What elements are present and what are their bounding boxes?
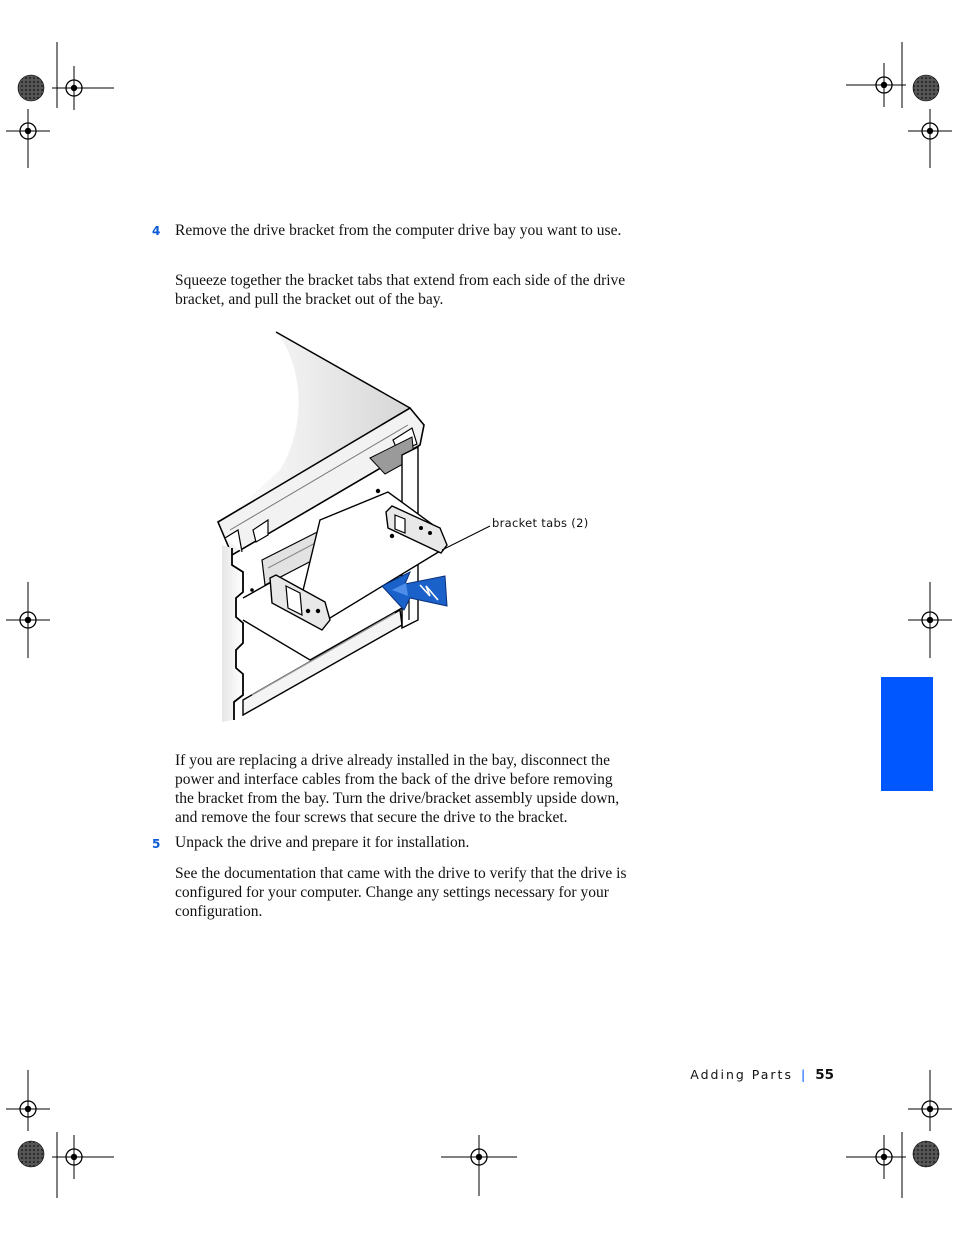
page-footer xyxy=(690,1067,834,1083)
footer-separator: | xyxy=(800,1067,806,1082)
step-5-text: Unpack the drive and prepare it for installation. xyxy=(175,834,470,851)
step-number-5: 5 xyxy=(152,837,161,851)
chapter-tab xyxy=(881,677,933,791)
step-5-detail: See the documentation that came with the drive to verify that the drive is configured for your computer. Change any settings necessary for your configuration. xyxy=(175,865,627,920)
step-number-4: 4 xyxy=(152,224,161,238)
step-4-detail: Squeeze together the bracket tabs that extend from each side of the drive bracket, and pull the bracket out of the bay. xyxy=(175,272,626,308)
page-number: 55 xyxy=(815,1067,834,1083)
bracket-tabs-callout: bracket tabs (2) xyxy=(492,516,589,530)
footer-section-title: Adding Parts xyxy=(690,1067,793,1082)
replace-drive-note: If you are replacing a drive already installed in the bay, disconnect the power and interface cables from the back of the drive before removing the bracket from the bay. Turn the drive/bracket assembly upside down, and remove the four screws that secure the drive to the bracket. xyxy=(175,752,620,826)
step-4-text: Remove the drive bracket from the computer drive bay you want to use. xyxy=(175,222,622,239)
